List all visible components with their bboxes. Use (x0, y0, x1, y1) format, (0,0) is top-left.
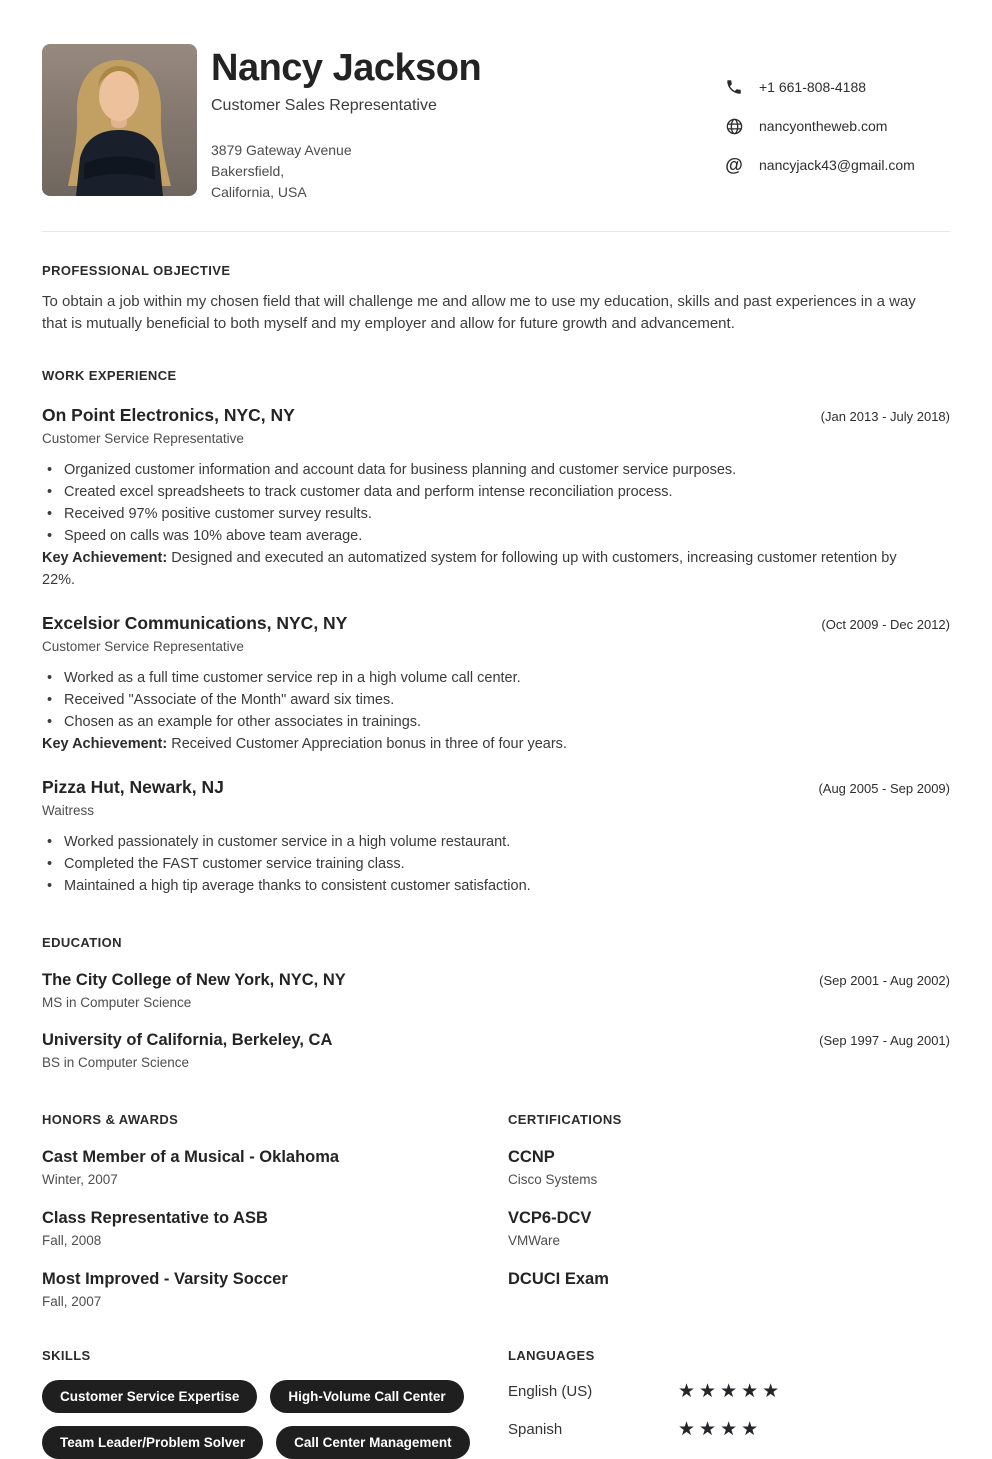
job-company: On Point Electronics, NYC, NY (42, 405, 295, 425)
job-bullet-list (42, 831, 950, 897)
phone-icon (724, 77, 744, 97)
address-line: 3879 Gateway Avenue (211, 142, 352, 158)
job-bullet: • Chosen as an example for other associates in trainings. (42, 711, 950, 733)
at-icon: @ (725, 155, 743, 175)
section-work-experience (42, 368, 950, 897)
address-line: Bakersfield, (211, 163, 285, 179)
job-role: Waitress (42, 803, 95, 818)
school-degree: BS in Computer Science (42, 1055, 190, 1070)
honor-title: Most Improved - Varsity Soccer (42, 1270, 288, 1288)
section-heading-education: EDUCATION (42, 935, 122, 950)
section-heading-languages: LANGUAGES (508, 1348, 595, 1363)
job-bullet: • Organized customer information and account data for business planning and customer service purposes. (42, 459, 950, 481)
key-achievement (42, 547, 922, 591)
skill-pill: Team Leader/Problem Solver (42, 1426, 263, 1459)
language-star-rating: ★★★★★ (678, 1381, 784, 1402)
section-certifications (508, 1112, 950, 1310)
profile-photo (42, 44, 197, 196)
section-heading-work: WORK EXPERIENCE (42, 368, 177, 383)
skill-pill: Call Center Management (276, 1426, 470, 1459)
certification-entry (508, 1209, 950, 1249)
job-bullet: • Speed on calls was 10% above team average. (42, 525, 950, 547)
job-bullet: • Created excel spreadsheets to track customer data and perform intense reconciliation process. (42, 481, 950, 503)
certification-title: DCUCI Exam (508, 1270, 609, 1288)
phone-number: +1 661-808-4188 (759, 79, 867, 95)
address-block (211, 140, 481, 203)
education-entry (42, 1031, 950, 1070)
language-name: Spanish (508, 1421, 563, 1438)
header-divider (42, 231, 950, 232)
skill-pill: Customer Service Expertise (42, 1380, 257, 1413)
job-dates: (Jan 2013 - July 2018) (820, 409, 950, 424)
person-name: Nancy Jackson (211, 47, 482, 89)
language-star-rating: ★★★★ (678, 1419, 763, 1440)
job-entry (42, 613, 950, 755)
key-achievement (42, 733, 922, 755)
job-bullet: • Received "Associate of the Month" award six times. (42, 689, 950, 711)
job-dates: (Aug 2005 - Sep 2009) (818, 781, 950, 796)
website-url: nancyontheweb.com (759, 118, 888, 134)
school-name: University of California, Berkeley, CA (42, 1031, 333, 1049)
job-dates: (Oct 2009 - Dec 2012) (821, 617, 950, 632)
school-dates: (Sep 2001 - Aug 2002) (819, 973, 950, 988)
honor-entry (42, 1209, 508, 1249)
identity-block (211, 44, 481, 203)
job-bullet-list (42, 667, 950, 733)
honor-subtitle: Fall, 2007 (42, 1294, 102, 1309)
school-dates: (Sep 1997 - Aug 2001) (819, 1033, 950, 1048)
education-entry (42, 971, 950, 1010)
school-degree: MS in Computer Science (42, 995, 192, 1010)
address-line: California, USA (211, 184, 307, 200)
person-title: Customer Sales Representative (211, 97, 437, 114)
key-achievement-label: Key Achievement: (42, 736, 168, 752)
certification-entry (508, 1148, 950, 1188)
globe-icon (724, 116, 744, 136)
key-achievement-text: Designed and executed an automatized system for following up with customers, increasing customer retention by 22%. (42, 550, 897, 588)
contact-phone (724, 77, 950, 97)
contact-website (724, 116, 950, 136)
language-entry (508, 1382, 950, 1401)
certification-issuer: Cisco Systems (508, 1172, 598, 1187)
section-heading-honors: HONORS & AWARDS (42, 1112, 179, 1127)
section-heading-objective: PROFESSIONAL OBJECTIVE (42, 263, 231, 278)
certification-title: CCNP (508, 1148, 555, 1166)
language-entry (508, 1420, 950, 1439)
contact-block (724, 44, 950, 175)
job-company: Pizza Hut, Newark, NJ (42, 777, 224, 797)
key-achievement-text: Received Customer Appreciation bonus in three of four years. (167, 736, 567, 752)
certification-title: VCP6-DCV (508, 1209, 592, 1227)
job-role: Customer Service Representative (42, 431, 244, 446)
certification-issuer (508, 1294, 950, 1310)
job-entry (42, 405, 950, 591)
job-entry (42, 777, 950, 897)
job-role: Customer Service Representative (42, 639, 244, 654)
objective-text: To obtain a job within my chosen field that will challenge me and allow me to use my education, skills and past experiences in a way that is mutually beneficial to both myself and my employer and allow for future growth and advancement. (42, 293, 916, 332)
job-bullet: • Maintained a high tip average thanks to consistent customer satisfaction. (42, 875, 950, 897)
honor-title: Cast Member of a Musical - Oklahoma (42, 1148, 340, 1166)
section-professional-objective (42, 263, 950, 335)
contact-email (724, 155, 950, 175)
job-bullet: • Worked passionately in customer service in a high volume restaurant. (42, 831, 950, 853)
job-bullet-list (42, 459, 950, 547)
section-heading-skills: SKILLS (42, 1348, 91, 1363)
key-achievement-label: Key Achievement: (42, 550, 168, 566)
section-heading-certifications: CERTIFICATIONS (508, 1112, 622, 1127)
certification-entry (508, 1270, 950, 1310)
email-address: nancyjack43@gmail.com (759, 157, 915, 173)
skill-pill-list (42, 1380, 482, 1459)
job-bullet: • Received 97% positive customer survey results. (42, 503, 950, 525)
honor-entry (42, 1270, 508, 1310)
job-bullet: • Worked as a full time customer service rep in a high volume call center. (42, 667, 950, 689)
profile-photo-illustration (42, 44, 197, 196)
job-company: Excelsior Communications, NYC, NY (42, 613, 348, 633)
skill-pill: High-Volume Call Center (270, 1380, 463, 1413)
section-honors-awards (42, 1112, 508, 1310)
honor-subtitle: Fall, 2008 (42, 1233, 102, 1248)
honor-entry (42, 1148, 508, 1188)
language-name: English (US) (508, 1383, 593, 1400)
school-name: The City College of New York, NYC, NY (42, 971, 346, 989)
certification-issuer: VMWare (508, 1233, 561, 1248)
honor-subtitle: Winter, 2007 (42, 1172, 118, 1187)
honor-title: Class Representative to ASB (42, 1209, 268, 1227)
resume-header (42, 0, 950, 203)
job-bullet: • Completed the FAST customer service training class. (42, 853, 950, 875)
honors-certifications-row (42, 1112, 950, 1310)
section-education (42, 935, 950, 1070)
